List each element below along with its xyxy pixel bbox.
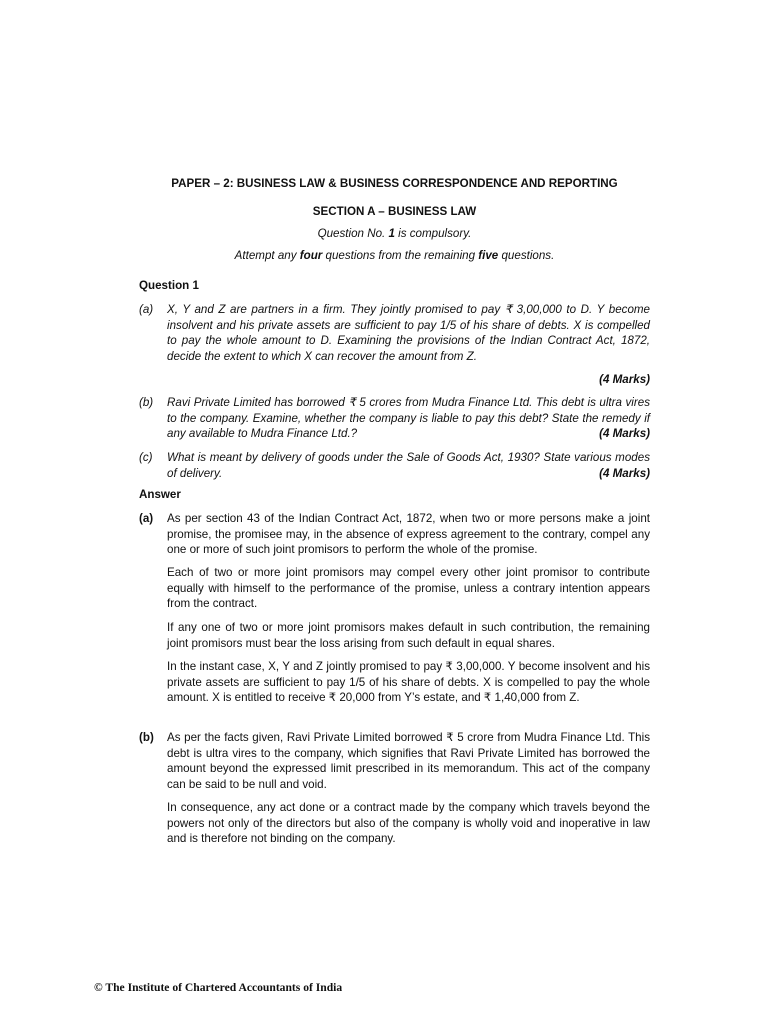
compulsory-prefix: Question No. — [317, 227, 389, 240]
compulsory-number: 1 — [388, 227, 395, 240]
attempt-five: five — [478, 249, 499, 262]
answer-paragraph: As per the facts given, Ravi Private Limited borrowed ₹ 5 crore from Mudra Finance Ltd. This debt is ultra vires to the company, which signifies that Ravi Private Limited has borrowed the amount beyond the expressed limit prescribed in its memorandum. This act of the company can be said to be null and void. — [167, 731, 650, 791]
question-part-label: (a) — [139, 303, 154, 316]
attempt-four: four — [299, 249, 323, 262]
question-part-text: X, Y and Z are partners in a firm. They jointly promised to pay ₹ 3,00,000 to D. Y become insolvent and his private assets are sufficient to pay 1/5 of his share of debts. X is compelled to pay the whole amount to D. Examining the provisions of the Indian Contract Act, 1872, decide the extent to which X can recover the amount from Z. — [167, 303, 650, 363]
question-part-b-text: Ravi Private Limited has borrowed ₹ 5 crores from Mudra Finance Ltd. This debt is ultra vires to the company. Examine, whether the company is liable to pay this debt? State the remedy if any available to Mudra Finance Ltd.? — [167, 396, 650, 441]
question-part-text — [167, 395, 650, 442]
answer-paragraph: Each of two or more joint promisors may compel every other joint promisor to contribute equally with himself to the performance of the promise, unless a contrary intention appears from the contract. — [167, 566, 650, 611]
footer-copyright: © The Institute of Chartered Accountants of India — [94, 981, 343, 994]
answer-paragraph: If any one of two or more joint promisors makes default in such contribution, the remaining joint promisors must bear the loss arising from such default in equal shares. — [167, 621, 650, 650]
question-part-c-text: What is meant by delivery of goods under the Sale of Goods Act, 1930? State various modes of delivery. — [167, 451, 650, 480]
attempt-middle: questions from the remaining — [322, 249, 479, 262]
paper-title: PAPER – 2: BUSINESS LAW & BUSINESS CORRESPONDENCE AND REPORTING — [171, 177, 618, 190]
answer-part-label: (a) — [139, 512, 154, 525]
compulsory-suffix: is compulsory. — [394, 227, 472, 240]
question-part-a-marks: (4 Marks) — [599, 373, 650, 386]
attempt-suffix: questions. — [498, 249, 555, 262]
answer-paragraph: In the instant case, X, Y and Z jointly promised to pay ₹ 3,00,000. Y become insolvent and his private assets are sufficient to pay 1/5 of his share of debts. X is compelled to pay the whole amount. X is entitled to receive ₹ 20,000 from Y’s estate, and ₹ 1,40,000 from Z. — [167, 660, 650, 705]
question-part-text — [167, 450, 650, 481]
answer-heading: Answer — [139, 488, 181, 501]
attempt-prefix: Attempt any — [234, 249, 300, 262]
question-part-b-marks: (4 Marks) — [599, 427, 650, 441]
question-heading: Question 1 — [139, 279, 199, 292]
section-title: SECTION A – BUSINESS LAW — [312, 205, 477, 218]
answer-part-label: (b) — [139, 731, 154, 744]
answer-paragraph: In consequence, any act done or a contract made by the company which travels beyond the powers not only of the directors but also of the company is wholly void and inoperative in law and is therefore not binding on the company. — [167, 801, 650, 846]
compulsory-note — [139, 226, 650, 242]
question-part-c-marks: (4 Marks) — [599, 466, 650, 480]
question-part-label: (b) — [139, 396, 154, 409]
answer-paragraph: As per section 43 of the Indian Contract Act, 1872, when two or more persons make a joint promise, the promisee may, in the absence of express agreement to the contrary, compel any one or more of such joint promisors to perform the whole of the promise. — [167, 512, 650, 557]
question-part-label: (c) — [139, 451, 153, 464]
attempt-instruction — [139, 248, 650, 264]
